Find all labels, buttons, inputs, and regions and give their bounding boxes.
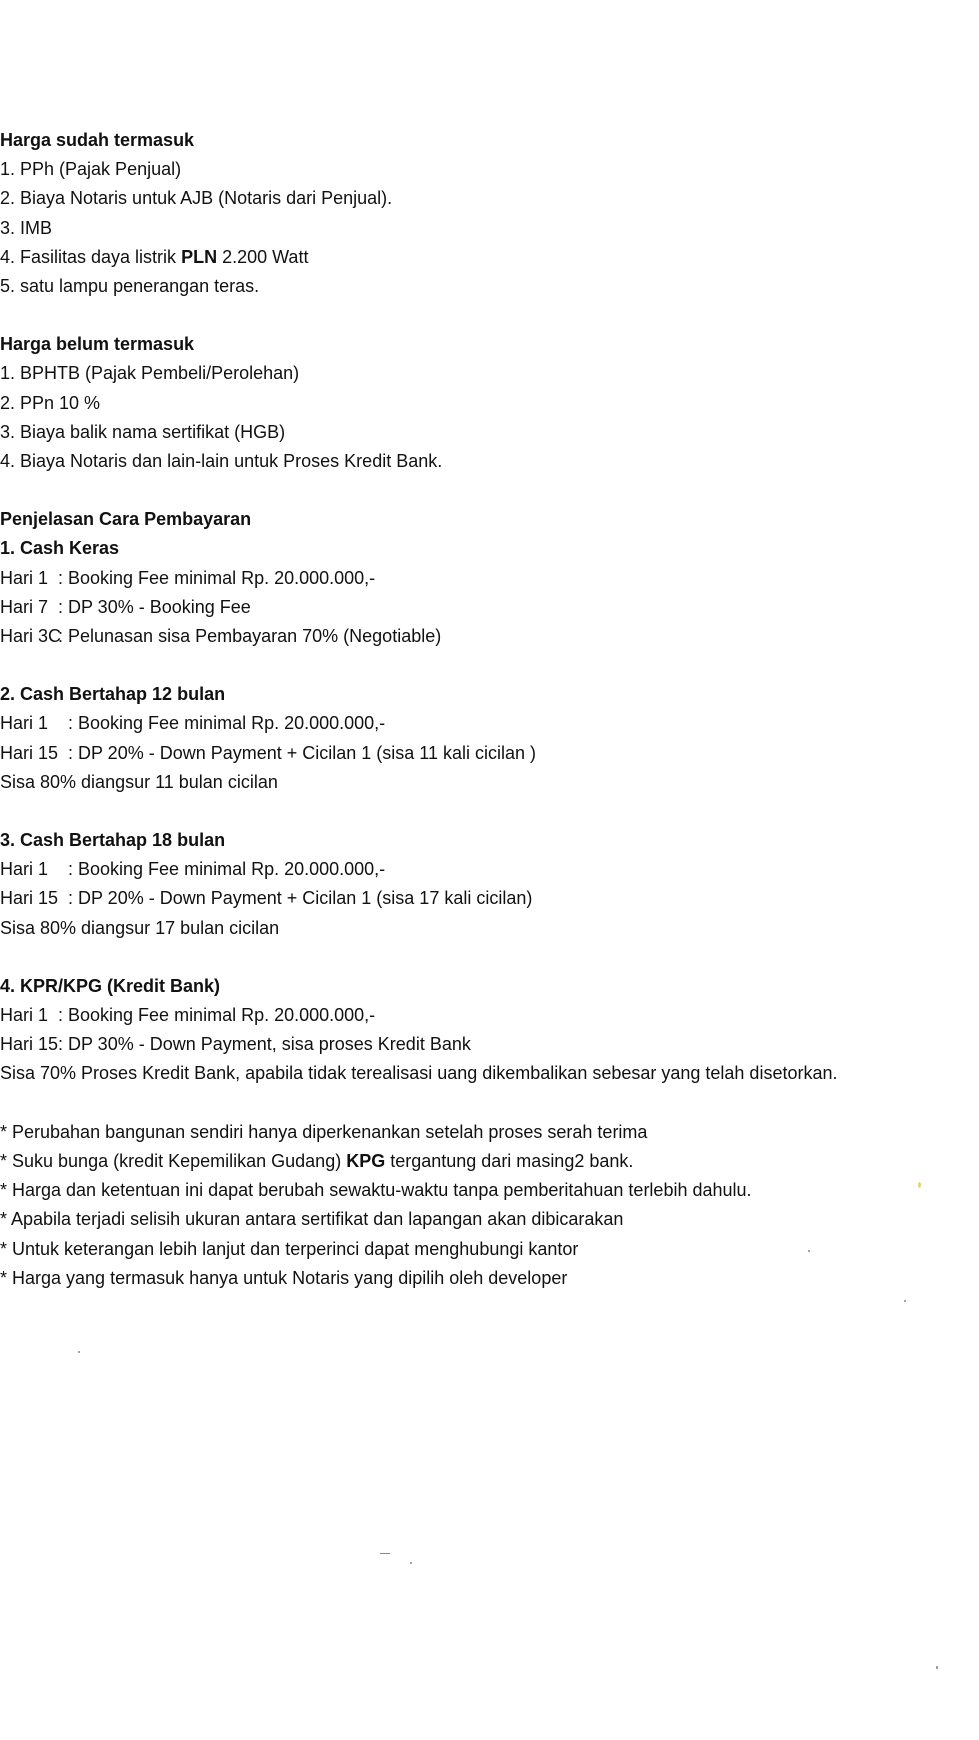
bertahap-12-block — [0, 680, 975, 797]
spacer — [0, 476, 975, 505]
schedule-text: : DP 30% - Down Payment, sisa proses Kredit Bank — [58, 1034, 471, 1055]
notes-section — [0, 1118, 975, 1293]
cash-keras-title: 1. Cash Keras — [0, 538, 120, 559]
note-item: * Harga yang termasuk hanya untuk Notaris yang dipilih oleh developer — [0, 1267, 568, 1288]
payment-section — [0, 505, 975, 1088]
speck — [380, 1553, 390, 1554]
note-item: * Untuk keterangan lebih lanjut dan terperinci dapat menghubungi kantor — [0, 1238, 579, 1259]
speck — [904, 1300, 906, 1302]
schedule-text: : Booking Fee minimal Rp. 20.000.000,- — [68, 713, 386, 734]
schedule-day: Hari 15 — [0, 888, 59, 909]
schedule-day: Hari 1 — [0, 567, 49, 588]
bertahap-12-title: 2. Cash Bertahap 12 bulan — [0, 684, 226, 705]
schedule-row — [0, 622, 975, 651]
included-item-4-bold: PLN — [181, 246, 218, 267]
schedule-text: : Pelunasan sisa Pembayaran 70% (Negotiable) — [58, 626, 442, 647]
kpr-block — [0, 972, 975, 1089]
schedule-text: : Booking Fee minimal Rp. 20.000.000,- — [58, 567, 376, 588]
schedule-row — [0, 1001, 975, 1030]
document-page — [0, 126, 975, 1293]
payment-heading: Penjelasan Cara Pembayaran — [0, 509, 252, 530]
speck — [918, 1182, 921, 1188]
included-section — [0, 126, 975, 301]
note-item: * Apabila terjadi selisih ukuran antara sertifikat dan lapangan akan dibicarakan — [0, 1209, 624, 1230]
schedule-row — [0, 739, 975, 768]
schedule-text: : DP 20% - Down Payment + Cicilan 1 (sisa 11 kali cicilan ) — [68, 742, 537, 763]
schedule-row — [0, 855, 975, 884]
schedule-text: : DP 20% - Down Payment + Cicilan 1 (sisa 17 kali cicilan) — [68, 888, 533, 909]
schedule-day: Hari 15 — [0, 1034, 59, 1055]
excluded-section — [0, 330, 975, 476]
excluded-item-3: 3. Biaya balik nama sertifikat (HGB) — [0, 421, 286, 442]
note-text-suffix: tergantung dari masing2 bank. — [385, 1150, 634, 1171]
included-heading: Harga sudah termasuk — [0, 130, 195, 150]
spacer — [0, 943, 975, 972]
speck — [78, 1351, 80, 1353]
included-item-4-suffix: 2.200 Watt — [217, 246, 309, 267]
bertahap-12-note: Sisa 80% diangsur 11 bulan cicilan — [0, 771, 278, 792]
schedule-day: Hari 1 — [0, 1005, 49, 1026]
note-item — [0, 1147, 975, 1176]
included-item-1: 1. PPh (Pajak Penjual) — [0, 159, 182, 180]
excluded-item-2: 2. PPn 10 % — [0, 392, 101, 413]
speck — [936, 1666, 938, 1669]
schedule-day: Hari 15 — [0, 742, 59, 763]
schedule-row — [0, 709, 975, 738]
bertahap-18-title: 3. Cash Bertahap 18 bulan — [0, 830, 226, 851]
schedule-day: Hari 3C — [0, 626, 62, 647]
excluded-heading: Harga belum termasuk — [0, 334, 195, 355]
included-item-5: 5. satu lampu penerangan teras. — [0, 276, 260, 297]
schedule-text: : DP 30% - Booking Fee — [58, 596, 251, 617]
spacer — [0, 797, 975, 826]
kpr-note: Sisa 70% Proses Kredit Bank, apabila tidak terealisasi uang dikembalikan sebesar yang telah disetorkan. — [0, 1063, 838, 1084]
included-item-2: 2. Biaya Notaris untuk AJB (Notaris dari Penjual). — [0, 188, 393, 209]
cash-keras-block — [0, 534, 975, 651]
note-bold: KPG — [346, 1150, 386, 1171]
bertahap-18-note: Sisa 80% diangsur 17 bulan cicilan — [0, 917, 280, 938]
excluded-item-1: 1. BPHTB (Pajak Pembeli/Perolehan) — [0, 363, 300, 384]
schedule-text: : Booking Fee minimal Rp. 20.000.000,- — [68, 859, 386, 880]
spacer — [0, 1089, 975, 1118]
spacer — [0, 301, 975, 330]
schedule-row — [0, 884, 975, 913]
speck — [410, 1562, 412, 1564]
kpr-title: 4. KPR/KPG (Kredit Bank) — [0, 975, 221, 996]
schedule-day: Hari 1 — [0, 859, 49, 880]
included-item-3: 3. IMB — [0, 217, 53, 238]
excluded-item-4: 4. Biaya Notaris dan lain-lain untuk Proses Kredit Bank. — [0, 451, 443, 472]
schedule-day: Hari 7 — [0, 596, 49, 617]
bertahap-18-block — [0, 826, 975, 943]
schedule-row — [0, 593, 975, 622]
schedule-text: : Booking Fee minimal Rp. 20.000.000,- — [58, 1005, 376, 1026]
speck — [808, 1250, 810, 1252]
note-item: * Perubahan bangunan sendiri hanya diperkenankan setelah proses serah terima — [0, 1121, 648, 1142]
note-text: * Suku bunga (kredit Kepemilikan Gudang) — [0, 1150, 347, 1171]
note-item: * Harga dan ketentuan ini dapat berubah sewaktu-waktu tanpa pemberitahuan terlebih dahulu. — [0, 1180, 752, 1201]
included-item-4 — [0, 243, 975, 272]
schedule-row — [0, 564, 975, 593]
included-item-4-text: 4. Fasilitas daya listrik — [0, 246, 182, 267]
schedule-day: Hari 1 — [0, 713, 49, 734]
spacer — [0, 651, 975, 680]
schedule-row — [0, 1030, 975, 1059]
